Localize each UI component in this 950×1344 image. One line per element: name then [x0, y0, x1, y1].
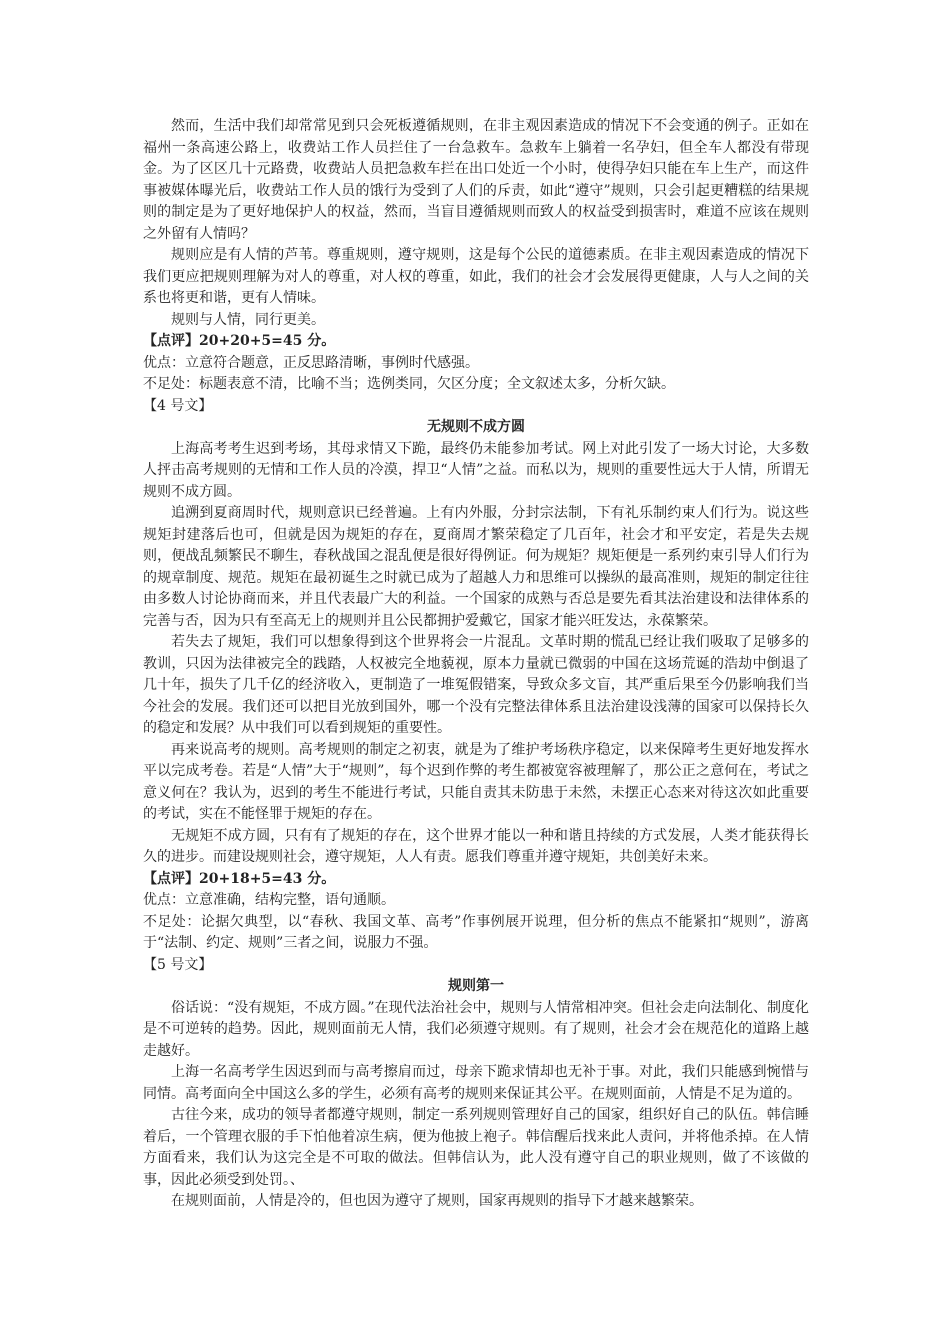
comment-label: 【点评】	[143, 870, 199, 887]
essay-number: 【4 号文】	[143, 397, 213, 414]
essay-title: 规则第一	[448, 978, 504, 994]
comment-score-line	[143, 331, 809, 353]
comment-label: 【点评】	[143, 333, 199, 349]
essay-title: 无规则不成方圆	[427, 419, 525, 435]
paragraph: 上海高考考生迟到考场，其母求情又下跪，最终仍未能参加考试。网上对此引发了一场大讨论，大多数人抨击高考规则的无情和工作人员的冷漠，捍卫“人情”之益。而私以为，规则的重要性远大于人情，所谓无规则不成方圆。	[143, 440, 809, 500]
paragraph: 规则与人情，同行更美。	[171, 311, 325, 328]
paragraph: 追溯到夏商周时代，规则意识已经普遍。上有内外服，分封宗法制，下有礼乐制约束人们行为。说这些规矩封建落后也可，但就是因为规矩的存在，夏商周才繁荣稳定了几百年，社会才和平安定，若是失去规则，便战乱频繁民不聊生，春秋战国之混乱便是很好得例证。何为规矩？规矩便是一系列约束引导人们行为的规章制度、规范。规矩在最初诞生之时就已成为了超越人力和思维可以操纵的最高准则，规矩的制定往往由多数人讨论协商而来，并且代表最广大的利益。一个国家的成熟与否总是要先看其法治建设和法律体系的完善与否，因为只有至高无上的规则并且公民都拥护爱戴它，国家才能兴旺发达，永葆繁荣。	[143, 505, 809, 629]
merits-line: 优点：立意准确，结构完整，语句通顺。	[143, 892, 395, 908]
paragraph: 然而，生活中我们却常常见到只会死板遵循规则，在非主观因素造成的情况下不会变通的例子。正如在福州一条高速公路上，收费站工作人员拦住了一台急救车。急救车上躺着一名孕妇，但全车人都没有带现金。为了区区几十元路费，收费站人员把急救车拦在出口处近一个小时，使得孕妇只能在车上生产，而这件事被媒体曝光后，收费站工作人员的饿行为受到了人们的斥责，如此“遵守”规则，只会引起更糟糕的结果规则的制定是为了更好地保护人的权益，然而，当盲目遵循规则而致人的权益受到损害时，难道不应该在规则之外留有人情吗？	[143, 118, 809, 242]
merits-line: 优点：立意符合题意，正反思路清晰，事例时代感强。	[143, 354, 479, 371]
comment-score: 20+18+5=43 分。	[199, 870, 336, 887]
paragraph: 上海一名高考学生因迟到而与高考擦肩而过，母亲下跪求情却也无补于事。对此，我们只能感到惋惜与同情。高考面向全中国这么多的学生，必须有高考的规则来保证其公平。在规则面前，人情是不足为道的。	[143, 1064, 809, 1102]
document-page	[143, 116, 809, 1213]
paragraph: 再来说高考的规则。高考规则的制定之初衷，就是为了维护考场秩序稳定，以来保障考生更好地发挥水平以完成考卷。若是“人情”大于“规则”，每个迟到作弊的考生都被宽容被理解了，那公正之意何在，考试之意义何在？我认为，迟到的考生不能进行考试，只能自责其未防患于未然，未摆正心态来对待这次如此重要的考试，实在不能怪罪于规矩的存在。	[143, 741, 809, 822]
paragraph: 在规则面前，人情是冷的，但也因为遵守了规则，国家再规则的指导下才越来越繁荣。	[171, 1193, 703, 1209]
paragraph: 规则应是有人情的芦苇。尊重规则，遵守规则，这是每个公民的道德素质。在非主观因素造成的情况下我们更应把规则理解为对人的尊重，对人权的尊重，如此，我们的社会才会发展得更健康，人与人之间的关系也将更和谐，更有人情味。	[143, 247, 809, 306]
paragraph: 俗话说：“没有规矩，不成方圆。”在现代法治社会中，规则与人情常相冲突。但社会走向法制化、制度化是不可逆转的趋势。因此，规则面前无人情，我们必须遵守规则。有了规则，社会才会在规范化的道路上越走越好。	[143, 999, 809, 1059]
paragraph: 古往今来，成功的领导者都遵守规则，制定一系列规则管理好自己的国家，组织好自己的队伍。韩信睡着后，一个管理衣服的手下怕他着凉生病，便为他披上袍子。韩信醒后找来此人责问，并将他杀掉。在人情方面看来，我们认为这完全是不可取的做法。但韩信认为，此人没有遵守自己的职业规则，做了不该做的事，因此必须受到处罚。、	[143, 1107, 809, 1188]
flaws-line: 不足处：论据欠典型，以“春秋、我国文革、高考”作事例展开说理，但分析的焦点不能紧扣“规则”，游离于“法制、约定、规则”三者之间，说服力不强。	[143, 913, 809, 951]
comment-score-line	[143, 869, 809, 891]
comment-score: 20+20+5=45 分。	[199, 333, 336, 349]
paragraph: 若失去了规矩，我们可以想象得到这个世界将会一片混乱。文革时期的慌乱已经让我们吸取了足够多的教训，只因为法律被完全的践踏，人权被完全地藐视，原本力量就已微弱的中国在这场荒诞的浩劫中倒退了几十年，损失了几千亿的经济收入，更制造了一堆冤假错案，导致众多文盲，其严重后果至今仍影响我们当今社会的发展。我们还可以把目光放到国外，哪一个没有完整法律体系且法治建设浅薄的国家可以保持长久的稳定和发展？从中我们可以看到规矩的重要性。	[143, 634, 809, 736]
paragraph: 无规矩不成方圆，只有有了规矩的存在，这个世界才能以一种和谐且持续的方式发展，人类才能获得长久的进步。而建设规则社会，遵守规矩，人人有责。愿我们尊重并遵守规矩，共创美好未来。	[143, 827, 809, 865]
essay-number: 【5 号文】	[143, 956, 213, 973]
flaws-line: 不足处：标题表意不清，比喻不当；选例类同，欠区分度；全文叙述太多，分析欠缺。	[143, 376, 675, 392]
